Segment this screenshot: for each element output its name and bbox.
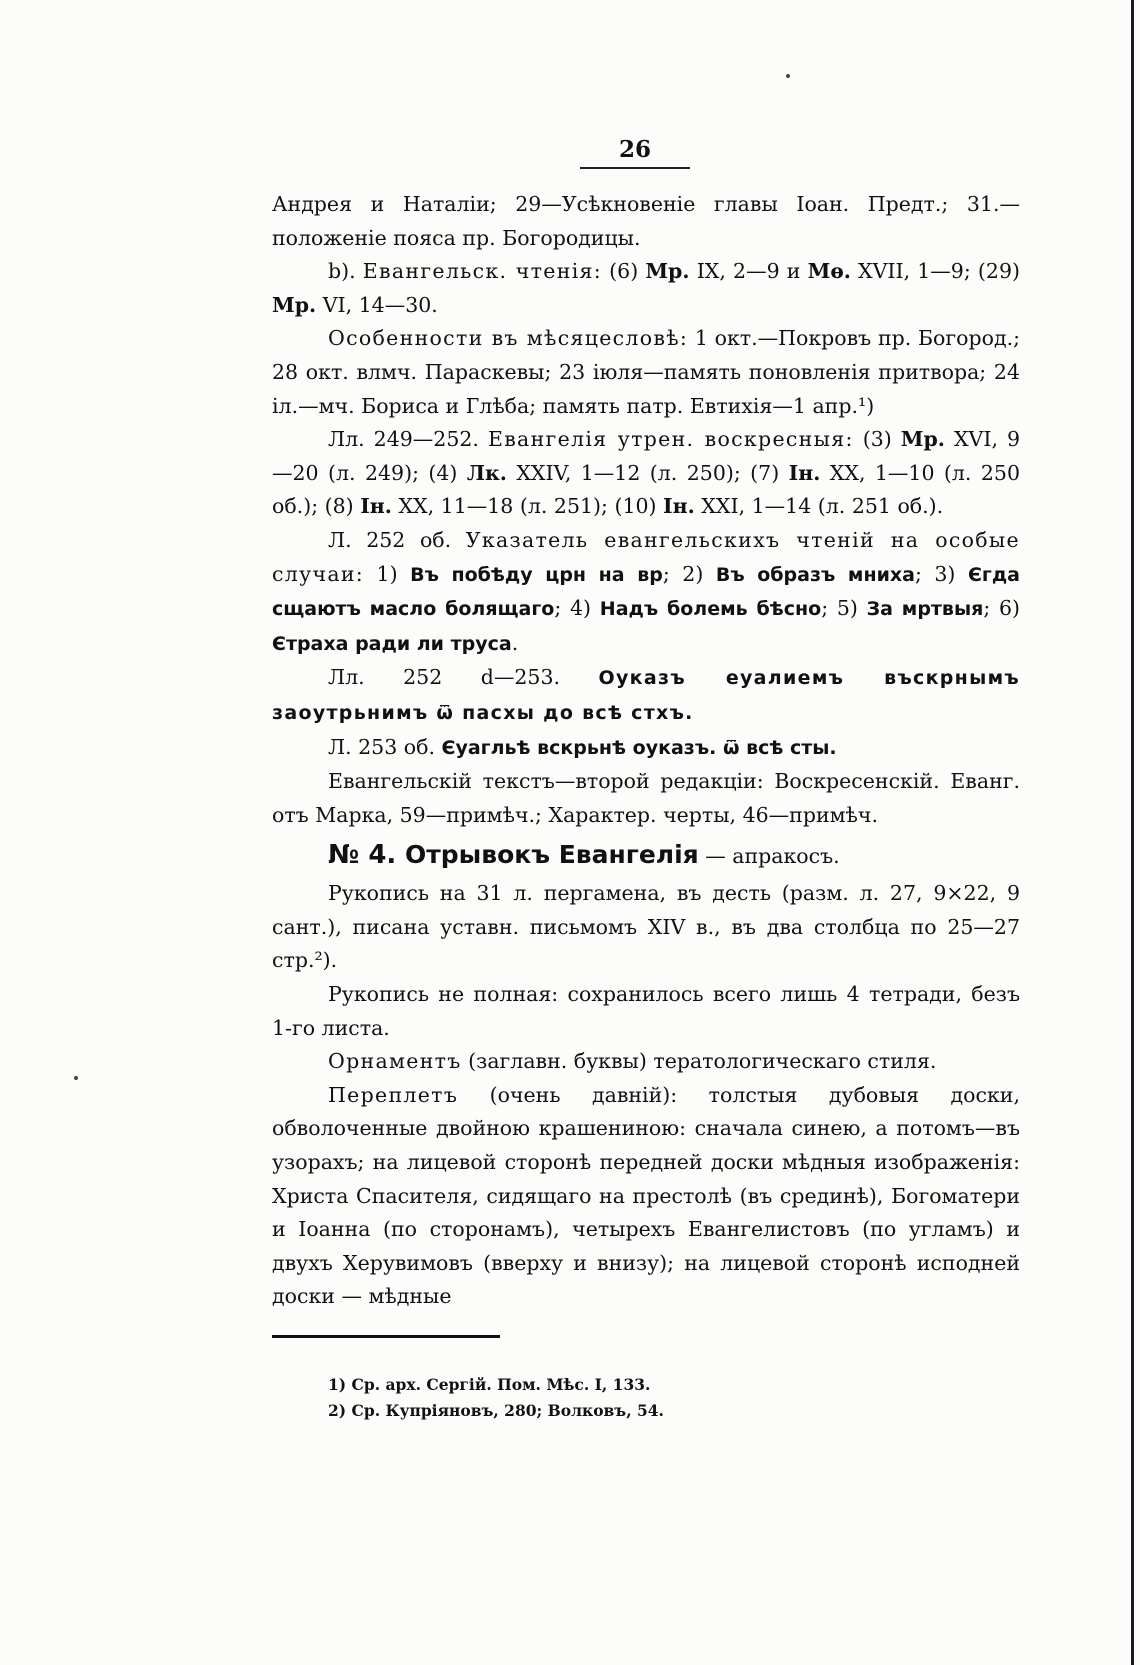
page-body: [272, 188, 1020, 1314]
paragraph: Переплетъ (очень давній): толстыя дубовыя доски, обволоченные двойною крашениною: сначала синею, а потомъ—въ узорахъ; на лицевой сторонѣ передней доски мѣдныя изображенія: Христа Спасителя, сидящаго на престолѣ (въ срединѣ), Богоматери и Іоанна (по сторонамъ), четырехъ Евангелистовъ (по угламъ) и двухъ Херувимовъ (вверху и внизу); на лицевой сторонѣ исподней доски — мѣдные: [272, 1082, 1020, 1309]
paragraph: Рукопись на 31 л. пергамена, въ десть (разм. л. 27, 9×22, 9 сант.), писана уставн. письмомъ XIV в., въ два столбца по 25—27 стр.²).: [272, 881, 1020, 973]
paragraph: Л. 253 об. Єуагльѣ вскрьнѣ оуказъ. ѿ всѣ сты.: [328, 734, 837, 759]
page-number-rule: [580, 167, 690, 169]
page-number: 26: [618, 136, 651, 163]
paragraph: Особенности въ мѣсяцесловѣ: 1 окт.—Покровъ пр. Богород.; 28 окт. влмч. Параскевы; 23 іюля—память поновленія притвора; 24 іл.—мч. Бориса и Глѣба; память патр. Евтихія—1 апр.¹): [272, 326, 1020, 418]
paragraph: Лл. 252 d—253. Оуказъ еуалиемъ въскрнымъ заоутрьнимъ ѿ пасхы до всѣ стхъ.: [272, 665, 1021, 724]
paragraph: Евангельскій текстъ—второй редакціи: Воскресенскій. Еванг. отъ Марка, 59—примѣч.; Характер. черты, 46—примѣч.: [272, 769, 1020, 827]
paragraph: Рукопись не полная: сохранилось всего лишь 4 тетради, безъ 1-го листа.: [272, 982, 1020, 1040]
scan-edge: [1131, 0, 1134, 1665]
footnote: 2) Ср. Купріяновъ, 280; Волковъ, 54.: [328, 1401, 664, 1420]
scan-speck: [74, 1076, 78, 1080]
section-heading: № 4. Отрывокъ Евангелія — апракосъ.: [328, 840, 840, 871]
scan-speck: [786, 74, 790, 78]
paragraph: Лл. 249—252. Евангелія утрен. воскресныя: (3) Мр. XVI, 9—20 (л. 249); (4) Лк. XXIV, 1—12 (л. 250); (7) Ін. XX, 1—10 (л. 250 об.); (8) Ін. XX, 11—18 (л. 251); (10) Ін. XXI, 1—14 (л. 251 об.).: [272, 427, 1021, 519]
paragraph: Андрея и Наталіи; 29—Усѣкновеніе главы Іоан. Предт.; 31.—положеніе пояса пр. Богородицы.: [272, 192, 1020, 250]
paragraph: b). Евангельск. чтенія: (6) Мр. IX, 2—9 и Мѳ. XVII, 1—9; (29) Мр. VI, 14—30.: [272, 259, 1020, 317]
footnotes: [328, 1372, 928, 1424]
footnote-rule: [272, 1335, 500, 1338]
paragraph: Л. 252 об. Указатель евангельскихъ чтеній на особые случаи: 1) Въ побѣду црн на вр; 2) Въ образъ мнихa; 3) Єгда сщаютъ масло болящаго; 4) Надъ болемь бѣсно; 5) За мртвыя; 6) Єтраха ради ли труса.: [272, 527, 1021, 655]
paragraph: Орнаментъ (заглавн. буквы) тератологическаго стиля.: [328, 1049, 937, 1074]
footnote: 1) Ср. арх. Сергій. Пом. Мѣс. I, 133.: [328, 1375, 651, 1394]
